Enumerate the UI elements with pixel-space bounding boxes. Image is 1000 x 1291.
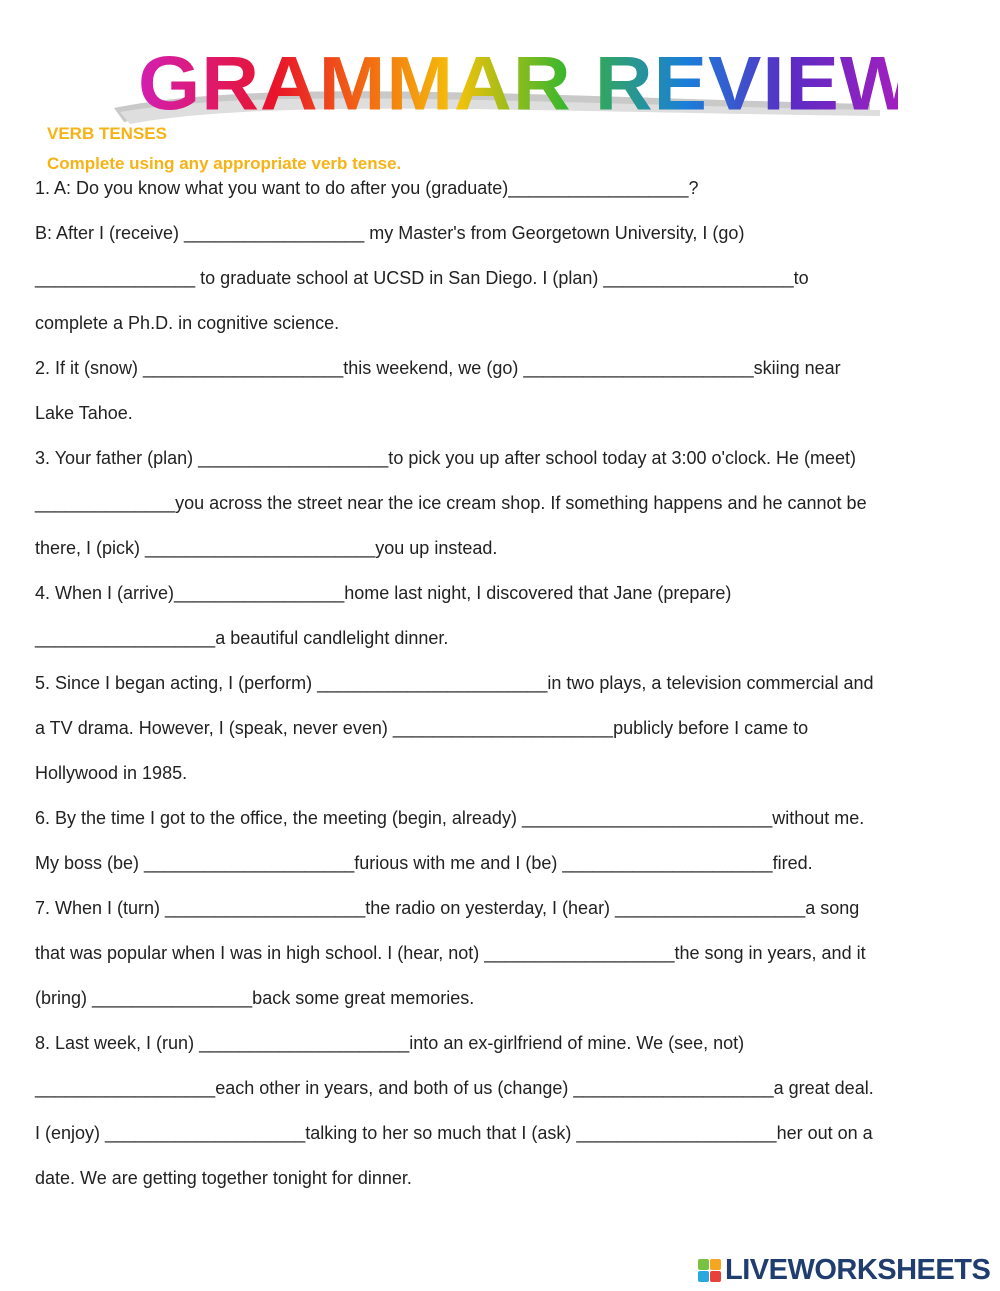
liveworksheets-logo[interactable] — [698, 1253, 990, 1287]
exercise-line: 7. When I (turn) ____________________the radio on yesterday, I (hear) ___________________a song — [35, 898, 860, 918]
exercise-line: there, I (pick) _______________________you up instead. — [35, 538, 498, 558]
logo-text: LIVEWORKSHEETS — [725, 1253, 991, 1286]
worksheet-title-banner — [110, 38, 917, 128]
exercise-line: ________________ to graduate school at UCSD in San Diego. I (plan) ___________________to — [35, 268, 809, 288]
exercise-line: Hollywood in 1985. — [35, 763, 188, 783]
instructions: Complete using any appropriate verb tense. — [47, 154, 402, 173]
exercise-line: 2. If it (snow) ____________________this weekend, we (go) _______________________skiing near — [35, 358, 841, 378]
exercise-line: Lake Tahoe. — [35, 403, 133, 423]
exercise-line: 8. Last week, I (run) _____________________into an ex-girlfriend of mine. We (see, not) — [35, 1033, 745, 1053]
exercise-line: __________________a beautiful candlelight dinner. — [35, 628, 449, 648]
exercise-line: date. We are getting together tonight for dinner. — [35, 1168, 412, 1188]
page-title: GRAMMAR REVIEW — [138, 41, 917, 126]
exercise-line: 3. Your father (plan) ___________________to pick you up after school today at 3:00 o'clock. He (meet) — [35, 448, 856, 468]
liveworksheets-logo-icon — [698, 1259, 721, 1282]
exercise-line: 5. Since I began acting, I (perform) _______________________in two plays, a television commercial and — [35, 673, 874, 693]
section-label: VERB TENSES — [47, 124, 167, 143]
exercise-line: B: After I (receive) __________________ my Master's from Georgetown University, I (go) — [35, 223, 745, 243]
exercise-line: I (enjoy) ____________________talking to her so much that I (ask) ____________________her out on a — [35, 1123, 873, 1143]
exercise-line: 6. By the time I got to the office, the meeting (begin, already) _________________________without me. — [35, 808, 865, 828]
exercise-line: that was popular when I was in high school. I (hear, not) ___________________the song in years, and it — [35, 943, 866, 963]
exercise-line: complete a Ph.D. in cognitive science. — [35, 313, 340, 333]
exercise-line: (bring) ________________back some great memories. — [35, 988, 475, 1008]
exercise-line: ______________you across the street near the ice cream shop. If something happens and he cannot be — [35, 493, 867, 513]
exercise-line: a TV drama. However, I (speak, never even) ______________________publicly before I came to — [35, 718, 809, 738]
exercise-line: 4. When I (arrive)_________________home last night, I discovered that Jane (prepare) — [35, 583, 732, 603]
exercise-line: My boss (be) _____________________furious with me and I (be) _____________________fired. — [35, 853, 813, 873]
exercise-line: __________________each other in years, and both of us (change) ____________________a great deal. — [35, 1078, 874, 1098]
exercise-line: 1. A: Do you know what you want to do after you (graduate)__________________? — [35, 178, 699, 198]
